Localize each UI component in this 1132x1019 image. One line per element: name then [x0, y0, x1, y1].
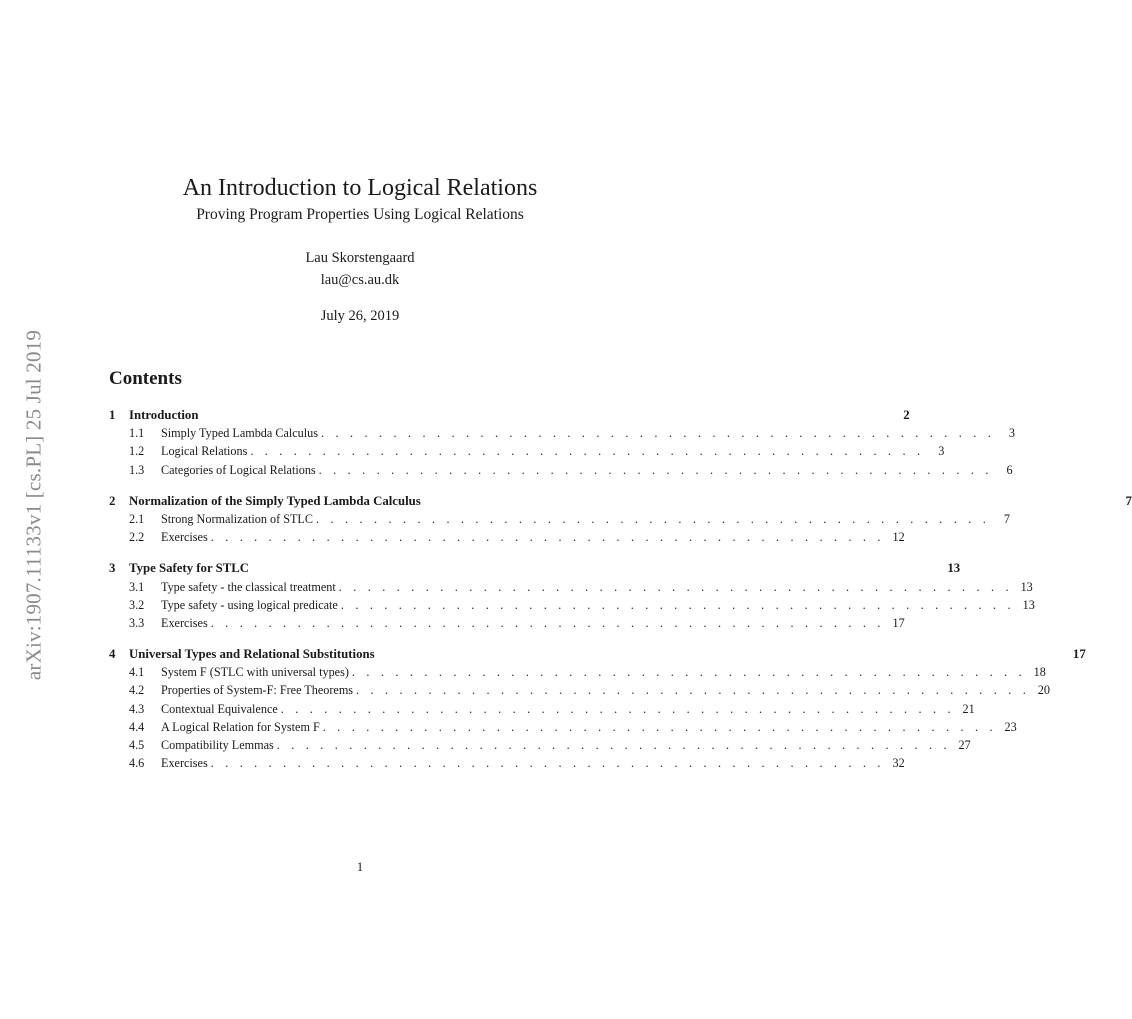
toc-section-group [109, 406, 1015, 479]
toc-entry-number: 4.4 [129, 719, 145, 734]
toc-entry-page: 21 [962, 701, 975, 716]
toc-section-entry[interactable] [109, 559, 961, 577]
toc-entry-page: 32 [892, 756, 905, 771]
author-email[interactable]: lau@cs.au.dk [320, 272, 400, 288]
toc-entry-title: Strong Normalization of STLC [161, 511, 313, 526]
toc-entry-title: Properties of System-F: Free Theorems [161, 683, 354, 698]
toc-entry-title: Exercises [161, 615, 208, 630]
toc-entry-page: 3 [1008, 426, 1015, 441]
author-name: Lau Skorstengaard [305, 250, 415, 266]
toc-entry-number: 3.2 [129, 597, 145, 612]
toc-leader-dots: . . . . . . . . . . . . . . . . . . . . . . . . . . . . . . . . . . . . . . . . . . . . . . . [210, 756, 885, 771]
toc-entry-number: 4.3 [129, 701, 145, 716]
toc-entry-title: Simply Typed Lambda Calculus [161, 426, 319, 441]
toc-leader-dots: . . . . . . . . . . . . . . . . . . . . . . . . . . . . . . . . . . . . . . . . . . . . . . . [338, 579, 1013, 594]
table-of-contents [109, 406, 1132, 785]
toc-leader-dots: . . . . . . . . . . . . . . . . . . . . . . . . . . . . . . . . . . . . . . . . . . . . . . . [351, 665, 1026, 680]
toc-entry-number: 1.3 [129, 462, 145, 477]
toc-leader-dots: . . . . . . . . . . . . . . . . . . . . . . . . . . . . . . . . . . . . . . . . . . . . . . . [321, 426, 995, 441]
toc-entry-number: 4.2 [129, 683, 145, 698]
toc-entry-number: 1 [109, 408, 116, 422]
toc-section-group [109, 645, 1086, 772]
toc-leader-dots: . . . . . . . . . . . . . . . . . . . . . . . . . . . . . . . . . . . . . . . . . . . . . . . [250, 444, 925, 459]
toc-entry-page: 7 [1125, 493, 1132, 508]
toc-leader-dots: . . . . . . . . . . . . . . . . . . . . . . . . . . . . . . . . . . . . . . . . . . . . . . . [280, 701, 955, 716]
contents-heading: Contents [109, 368, 182, 389]
toc-subsection-entry[interactable] [109, 510, 1010, 528]
toc-subsection-entry[interactable] [109, 700, 975, 718]
toc-entry-number: 4.6 [129, 756, 145, 771]
page-number: 1 [356, 860, 364, 874]
paper-subtitle: Proving Program Properties Using Logical Relations [196, 206, 524, 223]
toc-leader-dots: . . . . . . . . . . . . . . . . . . . . . . . . . . . . . . . . . . . . . . . . . . . . . . . [276, 738, 951, 752]
toc-entry-page: 13 [1022, 597, 1035, 612]
toc-subsection-entry[interactable] [109, 528, 905, 546]
toc-leader-dots: . . . . . . . . . . . . . . . . . . . . . . . . . . . . . . . . . . . . . . . . . . . . . . . [356, 683, 1031, 698]
toc-entry-page: 18 [1033, 665, 1046, 680]
toc-section-entry[interactable] [109, 492, 1132, 510]
toc-entry-page: 13 [947, 561, 961, 576]
toc-entry-page: 12 [892, 530, 905, 545]
toc-leader-dots: . . . . . . . . . . . . . . . . . . . . . . . . . . . . . . . . . . . . . . . . . . . . . . . [318, 462, 993, 477]
toc-entry-title: Categories of Logical Relations [161, 462, 316, 477]
toc-entry-page: 17 [1072, 647, 1086, 662]
toc-entry-number: 2.1 [129, 511, 145, 526]
toc-subsection-entry[interactable] [109, 442, 945, 460]
toc-subsection-entry[interactable] [109, 596, 1035, 614]
toc-entry-page: 3 [938, 444, 945, 459]
toc-leader-dots: . . . . . . . . . . . . . . . . . . . . . . . . . . . . . . . . . . . . . . . . . . . . . . . [210, 615, 885, 630]
toc-subsection-entry[interactable] [109, 718, 1017, 736]
toc-entry-number: 2 [109, 493, 116, 508]
toc-entry-number: 4.5 [129, 738, 145, 752]
toc-subsection-entry[interactable] [109, 736, 971, 754]
toc-entry-page: 20 [1037, 683, 1051, 698]
toc-subsection-entry[interactable] [109, 578, 1033, 596]
toc-entry-page: 2 [903, 408, 910, 422]
toc-entry-title: Exercises [161, 756, 208, 771]
toc-leader-dots: . . . . . . . . . . . . . . . . . . . . . . . . . . . . . . . . . . . . . . . . . . . . . . . [322, 719, 997, 734]
toc-entry-number: 4 [109, 647, 116, 662]
toc-entry-title: Exercises [161, 530, 208, 545]
toc-leader-dots: . . . . . . . . . . . . . . . . . . . . . . . . . . . . . . . . . . . . . . . . . . . . . . . [340, 597, 1015, 612]
toc-entry-page: 17 [892, 615, 905, 630]
toc-entry-page: 27 [958, 738, 971, 752]
toc-entry-title: Type Safety for STLC [129, 561, 250, 576]
toc-subsection-entry[interactable] [109, 663, 1046, 681]
toc-entry-number: 1.1 [129, 426, 145, 441]
toc-subsection-entry[interactable] [109, 681, 1051, 699]
toc-entry-title: Universal Types and Relational Substitutions [129, 647, 375, 662]
toc-entry-number: 1.2 [129, 444, 145, 459]
toc-section-group [109, 559, 1035, 632]
arxiv-identifier-stamp: arXiv:1907.11133v1 [cs.PL] 25 Jul 2019 [21, 329, 46, 681]
toc-entry-page: 23 [1004, 719, 1017, 734]
toc-entry-title: Normalization of the Simply Typed Lambda Calculus [129, 493, 421, 508]
toc-entry-title: System F (STLC with universal types) [161, 665, 349, 680]
toc-entry-title: Type safety - using logical predicate [161, 597, 338, 612]
toc-section-group [109, 492, 1132, 547]
toc-entry-title: Type safety - the classical treatment [161, 579, 336, 594]
toc-entry-title: Compatibility Lemmas [161, 738, 274, 752]
toc-subsection-entry[interactable] [109, 424, 1015, 442]
toc-entry-number: 3.3 [129, 615, 145, 630]
toc-leader-dots: . . . . . . . . . . . . . . . . . . . . . . . . . . . . . . . . . . . . . . . . . . . . . . . [316, 511, 990, 526]
toc-entry-number: 3.1 [129, 579, 145, 594]
toc-subsection-entry[interactable] [109, 754, 905, 772]
toc-subsection-entry[interactable] [109, 461, 1013, 479]
toc-section-entry[interactable] [109, 645, 1086, 663]
toc-entry-page: 6 [1006, 462, 1013, 477]
toc-entry-title: A Logical Relation for System F [161, 719, 320, 734]
toc-entry-title: Contextual Equivalence [161, 701, 278, 716]
paper-title: An Introduction to Logical Relations [182, 175, 538, 201]
toc-section-entry[interactable] [109, 406, 910, 424]
toc-entry-number: 3 [109, 561, 116, 576]
toc-entry-number: 4.1 [129, 665, 145, 680]
toc-entry-number: 2.2 [129, 530, 145, 545]
toc-leader-dots: . . . . . . . . . . . . . . . . . . . . . . . . . . . . . . . . . . . . . . . . . . . . . . . [210, 530, 885, 545]
paper-date: July 26, 2019 [320, 308, 400, 324]
toc-entry-page: 7 [1003, 511, 1010, 526]
toc-subsection-entry[interactable] [109, 614, 905, 632]
toc-entry-page: 13 [1020, 579, 1033, 594]
toc-entry-title: Logical Relations [161, 444, 248, 459]
toc-entry-title: Introduction [129, 408, 199, 422]
